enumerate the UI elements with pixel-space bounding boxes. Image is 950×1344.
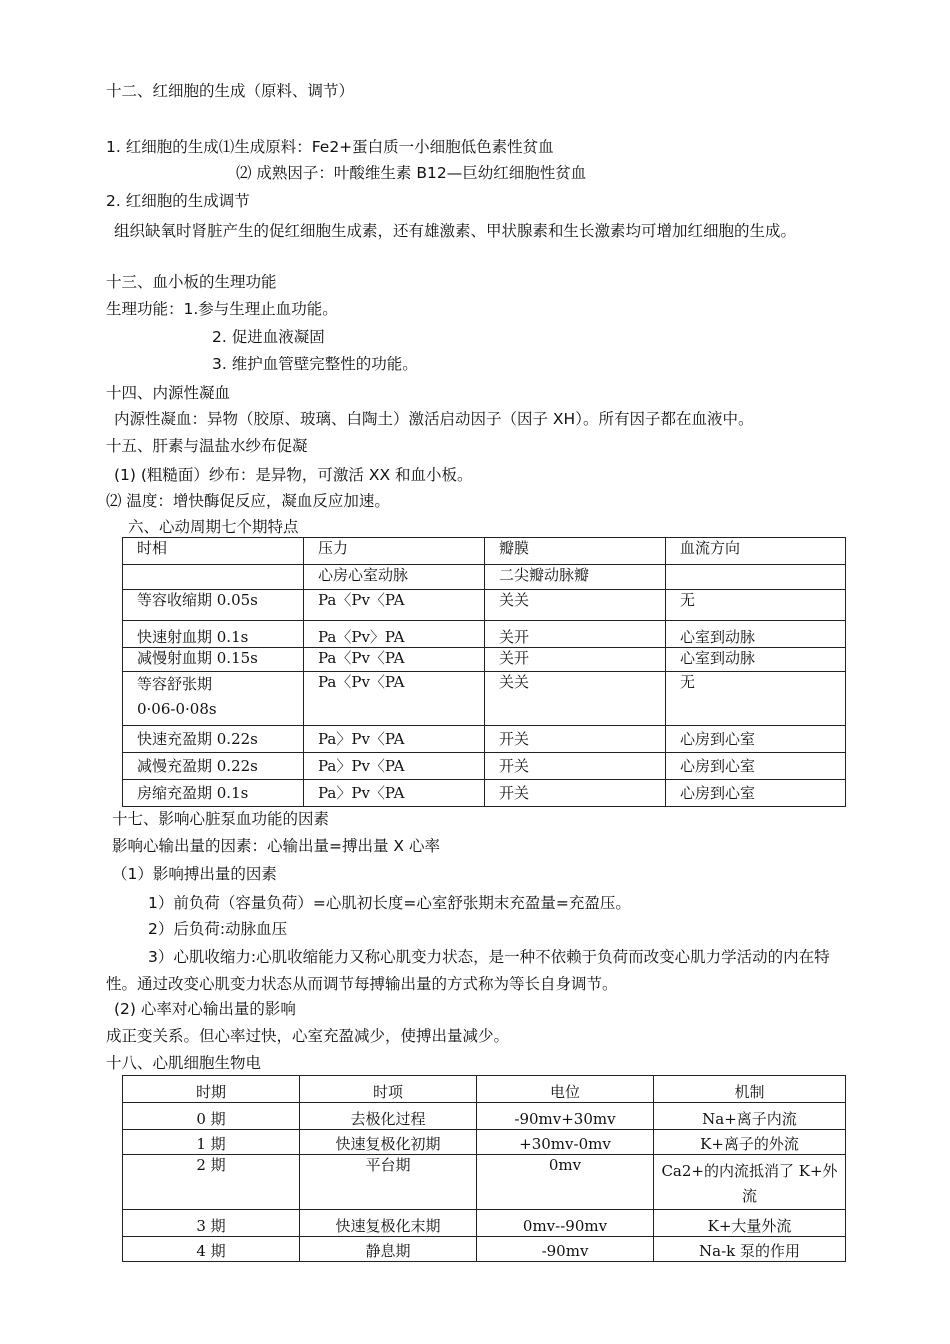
table-cell: -90mv+30mv xyxy=(477,1103,654,1130)
table-cell: 平台期 xyxy=(300,1155,477,1210)
table-cell: Pa〈Pv〈PA xyxy=(304,590,485,621)
table-cell: 房缩充盈期 0.1s xyxy=(123,780,304,807)
table-cell: 快速复极化初期 xyxy=(300,1130,477,1155)
table-cell: Pa〈Pv〈PA xyxy=(304,672,485,726)
table-cell: Ca2+的内流抵消了 K+外流 xyxy=(654,1155,846,1210)
table-cell: 开关 xyxy=(485,726,666,753)
table-row xyxy=(123,753,846,780)
section-12-item-2: 2. 红细胞的生成调节 xyxy=(106,192,250,210)
table-cell: Pa〉Pv〈PA xyxy=(304,753,485,780)
table-cell: Pa〈Pv〈PA xyxy=(304,648,485,672)
table-cell: +30mv-0mv xyxy=(477,1130,654,1155)
table-cell: 快速射血期 0.1s xyxy=(123,621,304,648)
table-cell: 静息期 xyxy=(300,1237,477,1262)
table-row xyxy=(123,1103,846,1130)
section-12-title: 十二、红细胞的生成（原料、调节） xyxy=(106,82,355,100)
table-subheader xyxy=(666,565,846,590)
table-subheader: 二尖瓣动脉瓣 xyxy=(485,565,666,590)
table-header-row xyxy=(123,538,846,565)
table-cell: 0mv--90mv xyxy=(477,1210,654,1237)
table-cell: 关开 xyxy=(485,621,666,648)
table-cell: 等容收缩期 0.05s xyxy=(123,590,304,621)
section-12-body: 组织缺氧时肾脏产生的促红细胞生成素，还有雄激素、甲状腺素和生长激素均可增加红细胞的生成。 xyxy=(114,222,797,240)
table-row xyxy=(123,648,846,672)
section-12-item-1a: 1. 红细胞的生成⑴生成原料：Fe2+蛋白质一小细胞低色素性贫血 xyxy=(106,138,554,156)
table-header: 血流方向 xyxy=(666,538,846,565)
bioelectric-table xyxy=(122,1075,846,1262)
table-cell: 减慢射血期 0.15s xyxy=(123,648,304,672)
section-17-item-1: 影响心输出量的因素：心输出量=搏出量 X 心率 xyxy=(112,837,440,855)
table-cell: K+大量外流 xyxy=(654,1210,846,1237)
table-row xyxy=(123,726,846,753)
table-cell: Na-k 泵的作用 xyxy=(654,1237,846,1262)
table-cell: 无 xyxy=(666,590,846,621)
section-17-item-2: （1）影响搏出量的因素 xyxy=(112,865,277,883)
table-cell: 1 期 xyxy=(123,1130,300,1155)
section-12-item-1b: ⑵ 成熟因子：叶酸维生素 B12—巨幼红细胞性贫血 xyxy=(236,164,587,182)
table-cell: 开关 xyxy=(485,780,666,807)
table-cell: 关开 xyxy=(485,648,666,672)
table-cell: Pa〉Pv〈PA xyxy=(304,780,485,807)
table-cell: 等容舒张期 0·06-0·08s xyxy=(123,672,304,726)
table-cell: -90mv xyxy=(477,1237,654,1262)
section-18-title: 十八、心肌细胞生物电 xyxy=(106,1054,262,1072)
table-header: 电位 xyxy=(477,1076,654,1103)
table-subheader: 心房心室动脉 xyxy=(304,565,485,590)
table-cell: 开关 xyxy=(485,753,666,780)
section-14-title: 十四、内源性凝血 xyxy=(106,384,231,402)
table-header: 时项 xyxy=(300,1076,477,1103)
table-cell: 心房到心室 xyxy=(666,753,846,780)
table-cell: 2 期 xyxy=(123,1155,300,1210)
table-header: 时期 xyxy=(123,1076,300,1103)
table-cell: 快速充盈期 0.22s xyxy=(123,726,304,753)
cardiac-cycle-table xyxy=(122,537,846,807)
table-cell: Pa〉Pv〈PA xyxy=(304,726,485,753)
table-cell: 0 期 xyxy=(123,1103,300,1130)
section-15-title: 十五、肝素与温盐水纱布促凝 xyxy=(106,437,308,455)
table-row xyxy=(123,590,846,621)
table-row xyxy=(123,1237,846,1262)
section-13-item-2: 2. 促进血液凝固 xyxy=(212,328,325,346)
section-15-item-1: (1) (粗糙面）纱布：是异物，可激活 XX 和血小板。 xyxy=(114,466,473,484)
table-cell: K+离子的外流 xyxy=(654,1130,846,1155)
table-header: 机制 xyxy=(654,1076,846,1103)
section-13-title: 十三、血小板的生理功能 xyxy=(106,273,277,291)
section-13-item-1: 生理功能：1.参与生理止血功能。 xyxy=(106,300,338,318)
table-cell: 关关 xyxy=(485,590,666,621)
section-6-title: 六、心动周期七个期特点 xyxy=(128,518,299,536)
table-cell: 减慢充盈期 0.22s xyxy=(123,753,304,780)
table-subheader-row xyxy=(123,565,846,590)
section-17-item-6: (2) 心率对心输出量的影响 xyxy=(114,1000,296,1018)
table-cell: 心房到心室 xyxy=(666,780,846,807)
table-cell: 3 期 xyxy=(123,1210,300,1237)
section-14-body: 内源性凝血：异物（胶原、玻璃、白陶土）激活启动因子（因子 XH）。所有因子都在血液中。 xyxy=(114,410,754,428)
table-cell: 心室到动脉 xyxy=(666,621,846,648)
table-row xyxy=(123,780,846,807)
table-cell: Na+离子内流 xyxy=(654,1103,846,1130)
table-cell: 快速复极化末期 xyxy=(300,1210,477,1237)
table-header: 瓣膜 xyxy=(485,538,666,565)
section-17-item-5: 3）心肌收缩力:心肌收缩能力又称心肌变力状态，是一种不依赖于负荷而改变心肌力学活动的内在特性。通过改变心肌变力状态从而调节每搏输出量的方式称为等长自身调节。 xyxy=(106,948,830,993)
table-row xyxy=(123,1130,846,1155)
table-cell: 去极化过程 xyxy=(300,1103,477,1130)
table-cell: 心房到心室 xyxy=(666,726,846,753)
table-cell: 无 xyxy=(666,672,846,726)
section-17-title: 十七、影响心脏泵血功能的因素 xyxy=(112,810,330,828)
section-13-item-3: 3. 维护血管壁完整性的功能。 xyxy=(212,355,418,373)
table-cell: 0mv xyxy=(477,1155,654,1210)
table-cell: 关关 xyxy=(485,672,666,726)
section-15-item-2: ⑵ 温度：增快酶促反应，凝血反应加速。 xyxy=(106,492,390,510)
section-17-item-4: 2）后负荷:动脉血压 xyxy=(148,920,288,938)
table-row xyxy=(123,621,846,648)
table-cell: Pa〈Pv〉PA xyxy=(304,621,485,648)
table-header: 压力 xyxy=(304,538,485,565)
section-17-item-7: 成正变关系。但心率过快，心室充盈减少，使搏出量减少。 xyxy=(106,1027,510,1045)
table-cell: 心室到动脉 xyxy=(666,648,846,672)
table-subheader xyxy=(123,565,304,590)
table-header: 时相 xyxy=(123,538,304,565)
table-row xyxy=(123,672,846,726)
table-row xyxy=(123,1210,846,1237)
section-17-item-3: 1）前负荷（容量负荷）=心肌初长度=心室舒张期末充盈量=充盈压。 xyxy=(148,894,631,912)
table-header-row xyxy=(123,1076,846,1103)
table-row xyxy=(123,1155,846,1210)
table-cell: 4 期 xyxy=(123,1237,300,1262)
